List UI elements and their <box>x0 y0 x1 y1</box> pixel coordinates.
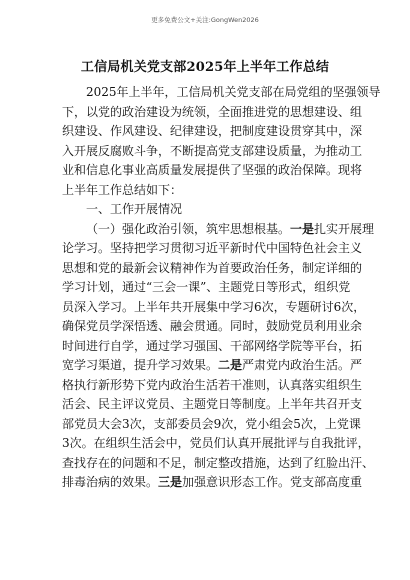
line-text: 思想和党的最新会议精神作为首要政治任务，制定详细的 <box>62 260 363 275</box>
line-text: 论学习。坚持把学习贯彻习近平新时代中国特色社会主义 <box>62 241 363 255</box>
text-line <box>62 181 354 201</box>
line-text: 活会、民主评议党员、主题党日等制度。上半年共召开支 <box>62 397 363 411</box>
document-body <box>62 83 381 493</box>
text-line <box>62 395 363 415</box>
text-line <box>62 454 375 474</box>
line-text: 格执行新形势下党内政治生活若干准则，认真落实组织生 <box>62 377 363 392</box>
line-text: 上半年工作总结如下： <box>62 182 183 197</box>
text-line <box>62 122 363 142</box>
line-text: 宽学习渠道，提升学习效果。 <box>62 358 219 372</box>
header-note: 更多免费公文+关注:GongWen2026 <box>151 16 259 24</box>
line-text: 查找存在的问题和不足，制定整改措施，达到了红脸出汗、 <box>62 455 375 470</box>
line-text: 员深入学习。上半年共开展集中学习6次，专题研讨6次， <box>62 299 366 314</box>
line-text: 业和信息化事业高质量发展提供了坚强的政治保障。现将 <box>62 163 363 177</box>
text-line <box>62 415 361 435</box>
text-line <box>62 376 363 396</box>
emphasis-text: 二是 <box>218 358 243 372</box>
line-text: 部党员大会3次，支部委员会9次，党小组会5次，上党课 <box>62 416 361 431</box>
line-text: 严肃党内政治生活。严 <box>242 358 363 372</box>
line-text: 下，以党的政治建设为统领，全面推进党的思想建设、组 <box>62 104 363 119</box>
text-line <box>62 220 375 240</box>
line-text: 一、工作开展情况 <box>86 202 183 216</box>
text-line <box>62 239 363 259</box>
line-text: （一）强化政治引领，筑牢思想根基。 <box>86 221 291 236</box>
emphasis-text: 三是 <box>158 475 183 489</box>
text-line <box>62 337 363 357</box>
text-line <box>62 83 381 103</box>
line-text: 排毒治病的效果。 <box>62 475 159 489</box>
text-line <box>62 259 363 279</box>
text-line <box>62 434 370 454</box>
text-line <box>62 142 363 162</box>
text-line <box>62 473 363 493</box>
line-text: 加强意识形态工作。党支部高度重 <box>182 475 363 489</box>
emphasis-text: 一是 <box>290 221 315 236</box>
line-text: 确保党员学深悟透、融会贯通。同时，鼓励党员利用业余 <box>62 319 363 333</box>
line-text: 2025年上半年，工信局机关党支部在局党组的坚强领导 <box>86 85 381 99</box>
line-text: 织建设、作风建设、纪律建设，把制度建设贯穿其中，深 <box>62 124 363 138</box>
line-text: 扎实开展理 <box>314 221 375 236</box>
text-line <box>62 317 363 337</box>
line-text: 入开展反腐败斗争，不断提高党支部建设质量，为推动工 <box>62 143 363 158</box>
text-line <box>62 103 363 123</box>
text-line <box>62 298 366 318</box>
document-title: 工信局机关党支部2025年上半年工作总结 <box>80 60 330 75</box>
text-line <box>62 278 354 298</box>
text-line <box>62 161 363 181</box>
line-text: 学习计划，通过“三会一课”、主题党日等形式，组织党 <box>62 280 351 294</box>
line-text: 3次。在组织生活会中，党员们认真开展批评与自我批评， <box>62 436 370 450</box>
line-text: 时间进行自学，通过学习强国、干部网络学院等平台，拓 <box>62 338 363 353</box>
text-line <box>62 356 363 376</box>
text-line <box>62 200 354 220</box>
